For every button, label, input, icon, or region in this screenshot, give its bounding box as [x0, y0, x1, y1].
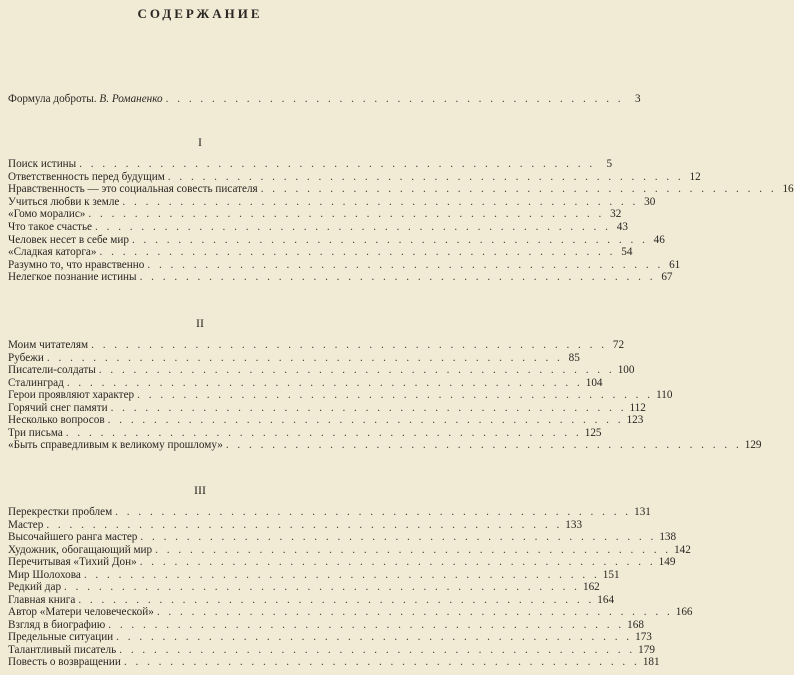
toc-entry-title: Высочайшего ранга мастер — [8, 531, 138, 543]
dot-leader: . . . . . . . . . . . . . . . . . . . . . . . . . . . . . . . . . . . . . . . . . . . . . — [46, 351, 563, 364]
page-number: 166 — [675, 606, 693, 618]
page-number: 72 — [612, 339, 625, 351]
dot-leader: . . . . . . . . . . . . . . . . . . . . . . . . . . . . . . . . . . . . . . . . . . . . . — [139, 271, 656, 284]
dot-leader: . . . . . . . . . . . . . . . . . . . . . . . . . . . . . . . . . . . . . . . . . . . . . — [66, 376, 583, 389]
page-number: 164 — [597, 593, 615, 606]
dot-leader: . . . . . . . . . . . . . . . . . . . . . . . . . . . . . . . . . . . . . . . . . . . . . — [122, 195, 639, 208]
page-number: 46 — [653, 233, 665, 246]
toc-entry — [8, 506, 651, 519]
dot-leader: . . . . . . . . . . . . . . . . . . . . . . . . . . . . . . . . . . . . . . . . . . . . . — [78, 593, 595, 606]
dot-leader: . . . . . . . . . . . . . . . . . . . . . . . . . . . . . . . . . . . . . . . . . . . . . — [123, 656, 640, 668]
page-number: 179 — [638, 643, 655, 656]
toc-entry-title: Взгляд в биографию — [8, 618, 106, 631]
toc-entry-title: Автор «Матери человеческой» — [8, 606, 154, 618]
toc-entry-author: В. Романенко — [99, 93, 163, 105]
toc-entry — [8, 339, 625, 352]
toc-entry-title: Горячий снег памяти — [8, 401, 108, 414]
toc-entry-title: «Гомо моралис» — [8, 208, 86, 221]
dot-leader: . . . . . . . . . . . . . . . . . . . . . . . . . . . . . . . . . . . . . . . . . . . . . — [65, 426, 582, 439]
toc-entry-title: Ответственность перед будущим — [8, 170, 165, 183]
toc-entry-title: Талантливый писатель — [8, 643, 117, 656]
dot-leader: . . . . . . . . . . . . . . . . . . . . . . . . . . . . . . . . . . . . . . . . . . . . . — [91, 339, 608, 351]
dot-leader: . . . . . . . . . . . . . . . . . . . . . . . . . . . . . . . . . . . . . . . . . . . . . — [225, 439, 742, 451]
toc-entry-title: Редкий дар — [8, 581, 62, 593]
toc-entry — [8, 221, 628, 234]
page-number: 3 — [635, 93, 641, 105]
dot-leader: . . . . . . . . . . . . . . . . . . . . . . . . . . . . . . . . . . . . . . . . . . . . . — [83, 568, 600, 581]
toc-entry-title: Разумно то, что нравственно — [8, 258, 145, 271]
toc-entry — [8, 556, 676, 569]
toc-entry — [8, 643, 655, 657]
page-number: 43 — [616, 221, 628, 233]
dot-leader: . . . . . . . . . . . . . . . . . . . . . . . . . . . . . . . . . . . . . . . . . . . . . — [88, 208, 605, 221]
toc-entry-intro — [8, 93, 641, 106]
toc-entry — [8, 656, 660, 669]
page-number: 149 — [658, 556, 676, 568]
page-number: 151 — [602, 568, 620, 581]
page-number: 125 — [584, 426, 602, 439]
toc-entry-title: Писатели-солдаты — [8, 364, 96, 376]
dot-leader: . . . . . . . . . . . . . . . . . . . . . . . . . . . . . . . . . . . . . . . . . . . . . — [99, 246, 616, 259]
dot-leader: . . . . . . . . . . . . . . . . . . . . . . . . . . . . . . . . . . . . . . . . . . . . . — [260, 183, 777, 196]
page-number: 67 — [661, 271, 673, 284]
toc-entry — [8, 568, 620, 582]
dot-leader: . . . . . . . . . . . . . . . . . . . . . . . . . . . . . . . . . . . . . . . . . . . . . — [140, 531, 657, 543]
toc-entry-title: Рубежи — [8, 351, 44, 364]
toc-entry-title: Повесть о возвращении — [8, 656, 121, 668]
dot-leader: . . . . . . . . . . . . . . . . . . . . . . . . . . . . . . . . . . . . . . . . . . . . . — [147, 258, 664, 271]
page-number: 61 — [669, 258, 681, 271]
toc-entry — [8, 401, 646, 415]
page-number: 30 — [644, 195, 656, 208]
toc-entry — [8, 593, 615, 607]
toc-entry — [8, 183, 794, 196]
toc-entry-title: Художник, обогащающий мир — [8, 543, 153, 556]
toc-entry — [8, 364, 635, 377]
toc-entry — [8, 195, 656, 209]
toc-entry — [8, 271, 673, 284]
toc-entry — [8, 618, 644, 632]
toc-entry — [8, 518, 583, 532]
page-number: 104 — [585, 376, 603, 389]
page-number: 131 — [634, 506, 651, 518]
toc-entry-title: Герои проявляют характер — [8, 389, 135, 401]
toc-entry-title: Формула доброты. — [8, 93, 97, 105]
dot-leader: . . . . . . . . . . . . . . . . . . . . . . . . . . . . . . . . . . . . . . . . — [165, 93, 624, 105]
dot-leader: . . . . . . . . . . . . . . . . . . . . . . . . . . . . . . . . . . . . . . . . . . . . . — [95, 221, 611, 233]
toc-entry-text — [8, 93, 163, 106]
toc-entry — [8, 258, 681, 272]
dot-leader: . . . . . . . . . . . . . . . . . . . . . . . . . . . . . . . . . . . . . . . . . . . . . — [110, 401, 627, 414]
toc-entry-title: «Быть справедливым к великому прошлому» — [8, 439, 223, 451]
dot-leader: . . . . . . . . . . . . . . . . . . . . . . . . . . . . . . . . . . . . . . . . . . . . . — [155, 543, 672, 556]
dot-leader: . . . . . . . . . . . . . . . . . . . . . . . . . . . . . . . . . . . . . . . . . . . . . — [156, 606, 673, 618]
toc-entry-title: Перечитывая «Тихий Дон» — [8, 556, 137, 568]
page-number: 16 — [782, 183, 794, 196]
toc-entry — [8, 426, 602, 440]
dot-leader: . . . . . . . . . . . . . . . . . . . . . . . . . . . . . . . . . . . . . . . . . . . . . — [46, 518, 563, 531]
toc-entry-title: Мастер — [8, 518, 44, 531]
dot-leader: . . . . . . . . . . . . . . . . . . . . . . . . . . . . . . . . . . . . . . . . . . . . . — [108, 618, 625, 631]
page-number: 138 — [659, 531, 677, 543]
page-number: 100 — [617, 364, 635, 376]
dot-leader: . . . . . . . . . . . . . . . . . . . . . . . . . . . . . . . . . . . . . . . . . . . . . — [116, 631, 633, 643]
dot-leader: . . . . . . . . . . . . . . . . . . . . . . . . . . . . . . . . . . . . . . . . . . . . . — [64, 581, 580, 593]
toc-entry — [8, 606, 693, 619]
toc-entry — [8, 376, 603, 390]
toc-entry-title: Несколько вопросов — [8, 414, 105, 426]
page-number: 129 — [744, 439, 762, 451]
page-number: 112 — [629, 401, 646, 414]
toc-entry — [8, 158, 613, 171]
page-number: 133 — [565, 518, 583, 531]
section-heading: III — [194, 483, 206, 497]
toc-entry-title: Мир Шолохова — [8, 568, 81, 581]
dot-leader: . . . . . . . . . . . . . . . . . . . . . . . . . . . . . . . . . . . . . . . . . . . . . — [131, 233, 648, 246]
page-number: 32 — [610, 208, 622, 221]
toc-entry-title: Нравственность — это социальная совесть писателя — [8, 183, 258, 196]
page-number: 123 — [626, 414, 644, 426]
toc-entry — [8, 246, 633, 259]
page-number: 142 — [674, 543, 691, 556]
dot-leader: . . . . . . . . . . . . . . . . . . . . . . . . . . . . . . . . . . . . . . . . . . . . . — [119, 643, 636, 656]
toc-entry — [8, 414, 644, 427]
toc-entry-title: Перекрестки проблем — [8, 506, 113, 518]
dot-leader: . . . . . . . . . . . . . . . . . . . . . . . . . . . . . . . . . . . . . . . . . . . . . — [79, 158, 596, 170]
toc-entry — [8, 351, 580, 365]
dot-leader: . . . . . . . . . . . . . . . . . . . . . . . . . . . . . . . . . . . . . . . . . . . . . — [137, 389, 654, 401]
toc-entry — [8, 439, 762, 452]
toc-entry — [8, 170, 701, 184]
toc-entry-title: Главная книга — [8, 593, 76, 606]
toc-entry-title: Человек несет в себе мир — [8, 233, 129, 246]
page-number: 181 — [642, 656, 660, 668]
dot-leader: . . . . . . . . . . . . . . . . . . . . . . . . . . . . . . . . . . . . . . . . . . . . . — [115, 506, 632, 518]
page-number: 5 — [606, 158, 613, 170]
toc-entry — [8, 531, 677, 544]
page-number: 12 — [689, 170, 701, 183]
page-title: СОДЕРЖАНИЕ — [137, 6, 263, 21]
section-heading: I — [198, 135, 202, 149]
toc-entry-title: Поиск истины — [8, 158, 77, 170]
dot-leader: . . . . . . . . . . . . . . . . . . . . . . . . . . . . . . . . . . . . . . . . . . . . . — [167, 170, 684, 183]
toc-entry-title: Учиться любви к земле — [8, 195, 120, 208]
toc-entry — [8, 208, 622, 221]
page-number: 85 — [568, 351, 580, 364]
toc-entry-title: Моим читателям — [8, 339, 89, 351]
toc-entry-title: «Сладкая каторга» — [8, 246, 97, 259]
toc-entry-title: Сталинград — [8, 376, 64, 389]
page-number: 173 — [635, 631, 652, 643]
toc-entry — [8, 543, 691, 557]
page-number: 168 — [627, 618, 644, 631]
toc-entry — [8, 233, 665, 247]
toc-entry-title: Три письма — [8, 426, 63, 439]
page-number: 54 — [621, 246, 633, 259]
toc-entry — [8, 389, 673, 402]
dot-leader: . . . . . . . . . . . . . . . . . . . . . . . . . . . . . . . . . . . . . . . . . . . . . — [98, 364, 615, 376]
toc-entry-title: Что такое счастье — [8, 221, 93, 233]
toc-entry-title: Нелегкое познание истины — [8, 271, 137, 284]
toc-entry — [8, 581, 600, 594]
page-number: 162 — [582, 581, 600, 593]
section-heading: II — [196, 316, 204, 330]
toc-entry-title: Предельные ситуации — [8, 631, 114, 643]
dot-leader: . . . . . . . . . . . . . . . . . . . . . . . . . . . . . . . . . . . . . . . . . . . . . — [107, 414, 624, 426]
toc-entry — [8, 631, 652, 644]
dot-leader: . . . . . . . . . . . . . . . . . . . . . . . . . . . . . . . . . . . . . . . . . . . . . — [139, 556, 656, 568]
page-number: 110 — [656, 389, 673, 401]
